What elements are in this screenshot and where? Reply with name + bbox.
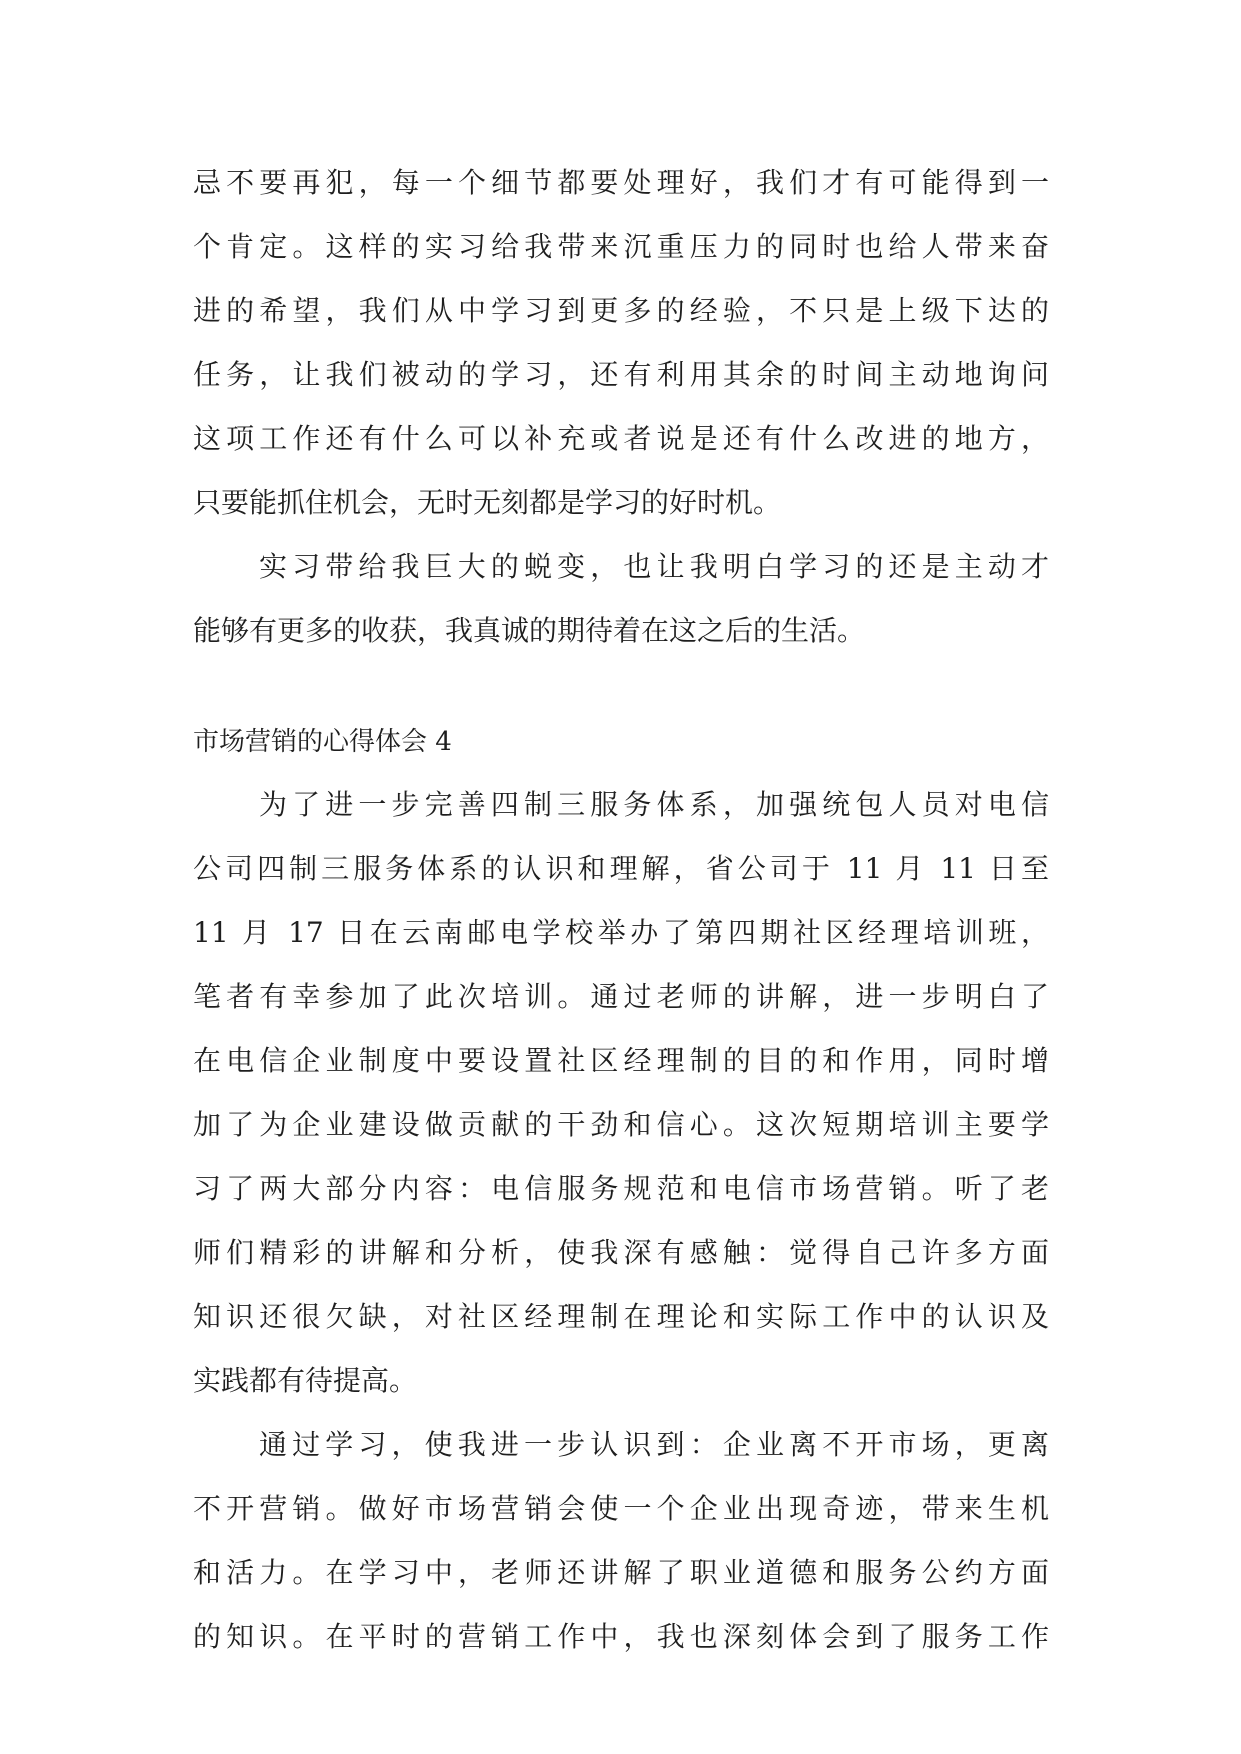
- section-title: 市场营销的心得体会 4: [193, 727, 452, 757]
- text-line: 这项工作还有什么可以补充或者说是还有什么改进的地方，: [193, 422, 1049, 455]
- text-line: 在电信企业制度中要设置社区经理制的目的和作用，同时增: [193, 1044, 1049, 1077]
- text-line: 习了两大部分内容：电信服务规范和电信市场营销。听了老: [193, 1172, 1049, 1205]
- text-line: 能够有更多的收获，我真诚的期待着在这之后的生活。: [193, 614, 866, 647]
- text-line: 的知识。在平时的营销工作中，我也深刻体会到了服务工作: [193, 1620, 1049, 1653]
- text-line: 实习带给我巨大的蜕变，也让我明白学习的还是主动才: [259, 550, 1049, 583]
- text-line: 通过学习，使我进一步认识到：企业离不开市场，更离: [259, 1428, 1049, 1461]
- text-line: 11 月 17 日在云南邮电学校举办了第四期社区经理培训班，: [193, 916, 1049, 949]
- text-line: 为了进一步完善四制三服务体系，加强统包人员对电信: [259, 788, 1049, 821]
- paragraph: [193, 773, 1053, 1413]
- text-line: 公司四制三服务体系的认识和理解，省公司于 11 月 11 日至: [193, 852, 1049, 885]
- text-line: 进的希望，我们从中学习到更多的经验，不只是上级下达的: [193, 294, 1049, 327]
- text-line: 不开营销。做好市场营销会使一个企业出现奇迹，带来生机: [193, 1492, 1049, 1525]
- paragraph: [193, 1413, 1053, 1669]
- text-line: 只要能抓住机会，无时无刻都是学习的好时机。: [193, 486, 782, 519]
- text-line: 笔者有幸参加了此次培训。通过老师的讲解，进一步明白了: [193, 980, 1049, 1013]
- text-line: 知识还很欠缺，对社区经理制在理论和实际工作中的认识及: [193, 1300, 1049, 1333]
- text-line: 师们精彩的讲解和分析，使我深有感触：觉得自己许多方面: [193, 1236, 1049, 1269]
- paragraph: [193, 535, 1053, 663]
- paragraph: [193, 151, 1053, 535]
- document-body: [193, 151, 1053, 1669]
- text-line: 和活力。在学习中，老师还讲解了职业道德和服务公约方面: [193, 1556, 1049, 1589]
- text-line: 个肯定。这样的实习给我带来沉重压力的同时也给人带来奋: [193, 230, 1049, 263]
- text-line: 加了为企业建设做贡献的干劲和信心。这次短期培训主要学: [193, 1108, 1049, 1141]
- text-line: 任务，让我们被动的学习，还有利用其余的时间主动地询问: [193, 358, 1049, 391]
- text-line: 实践都有待提高。: [193, 1364, 418, 1397]
- text-line: 忌不要再犯，每一个细节都要处理好，我们才有可能得到一: [193, 166, 1049, 199]
